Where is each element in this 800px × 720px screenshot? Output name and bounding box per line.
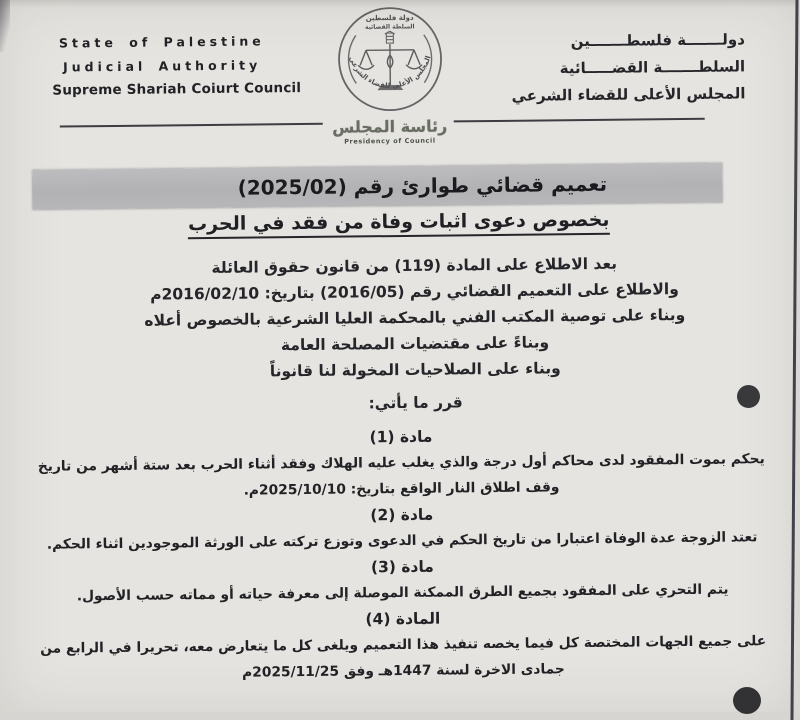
- seal-top-text-2: السلطة القضائية: [365, 23, 415, 31]
- presidency-stamp-arabic: رئاسة المجلس: [328, 116, 452, 136]
- article-2-heading: مادة (2): [24, 498, 780, 532]
- header-english-line3: Supreme Shariah Coiurt Council: [52, 77, 272, 101]
- preamble-line: وبناءً على مقتضيات المصلحة العامة: [50, 327, 780, 361]
- header-english: [52, 29, 273, 101]
- header-english-line1: State of Palestine: [52, 29, 272, 55]
- document-subject: [0, 207, 799, 237]
- header-arabic-line3: المجلس الأعلى للقضاء الشرعي: [485, 80, 745, 110]
- judicial-council-seal-icon: [332, 3, 447, 118]
- eagle-emblem-icon: [385, 31, 395, 43]
- hole-punch-dot-upper: [737, 385, 760, 408]
- article-2: [24, 498, 781, 558]
- preamble-line: والاطلاع على التعميم القضائي رقم (2016/05) بتاريخ: 2016/02/10م: [49, 275, 779, 309]
- article-3: [24, 550, 781, 610]
- header-arabic-line2: السلطـــــــة القضـــــائية: [485, 53, 745, 83]
- seal-top-text-1: دولة فلسطين: [366, 14, 414, 23]
- article-4: [25, 602, 782, 688]
- article-2-body: تعتد الزوجة عدة الوفاة اعتبارا من تاريخ الحكم في الدعوى وتوزع تركته على الورثة الموجودين اثناء الحكم.: [24, 524, 780, 558]
- article-1-body: يحكم بموت المفقود لدى محاكم أول درجة والذي يغلب عليه الهلاك وفقد أثناء الحرب بعد ستة أشهر من تاريخ وقف اطلاق النار الواقع بتاريخ: 2025/10/10م.: [23, 446, 780, 506]
- article-4-heading: المادة (4): [25, 602, 781, 636]
- seal-bottom-text: المجلس الأعلى للقضاء الشرعي: [347, 55, 432, 91]
- presidency-stamp-english: Presidency of Council: [328, 136, 452, 145]
- scan-shadow-top-left: [0, 0, 10, 52]
- article-1-heading: مادة (1): [23, 420, 779, 454]
- header-english-line2: Judicial Authority: [52, 53, 272, 79]
- header-arabic-line1: دولـــــــة فلسطـــــــين: [485, 26, 745, 56]
- article-4-body: على جميع الجهات المختصة كل فيما يخصه تنفيذ هذا التعميم ويلغى كل ما يتعارض معه، تحريرا في الرابع من جمادى الاخرة لسنة 1447هـ وفق 2025/11/25م: [25, 628, 782, 688]
- article-3-heading: مادة (3): [24, 550, 780, 584]
- decision-intro: قرر ما يأتي:: [51, 386, 781, 420]
- article-1: [23, 420, 780, 506]
- document-subject-text: بخصوص دعوى اثبات وفاة من فقد في الحرب: [188, 209, 610, 239]
- preamble: [49, 249, 781, 420]
- header-divider-left: [60, 123, 323, 128]
- scan-shadow-top: [0, 0, 800, 8]
- document-title: تعميم قضائي طوارئ رقم (2025/02): [238, 172, 608, 200]
- hole-punch-dot-lower: [733, 687, 761, 714]
- preamble-line: وبناء على توصية المكتب الفني بالمحكمة العليا الشرعية بالخصوص أعلاه: [50, 301, 780, 335]
- header-arabic: [485, 26, 746, 110]
- article-3-body: يتم التحري على المفقود بجميع الطرق الممكنة الموصلة إلى معرفة حياته أو مماته حسب الأصول.: [25, 576, 781, 610]
- preamble-line: بعد الاطلاع على المادة (119) من قانون حقوق العائلة: [49, 249, 779, 283]
- presidency-stamp: [328, 116, 452, 145]
- title-highlight-bar: [32, 163, 722, 210]
- header-divider-right: [454, 118, 705, 123]
- preamble-line: وبناء على الصلاحيات المخولة لنا قانوناً: [50, 353, 780, 387]
